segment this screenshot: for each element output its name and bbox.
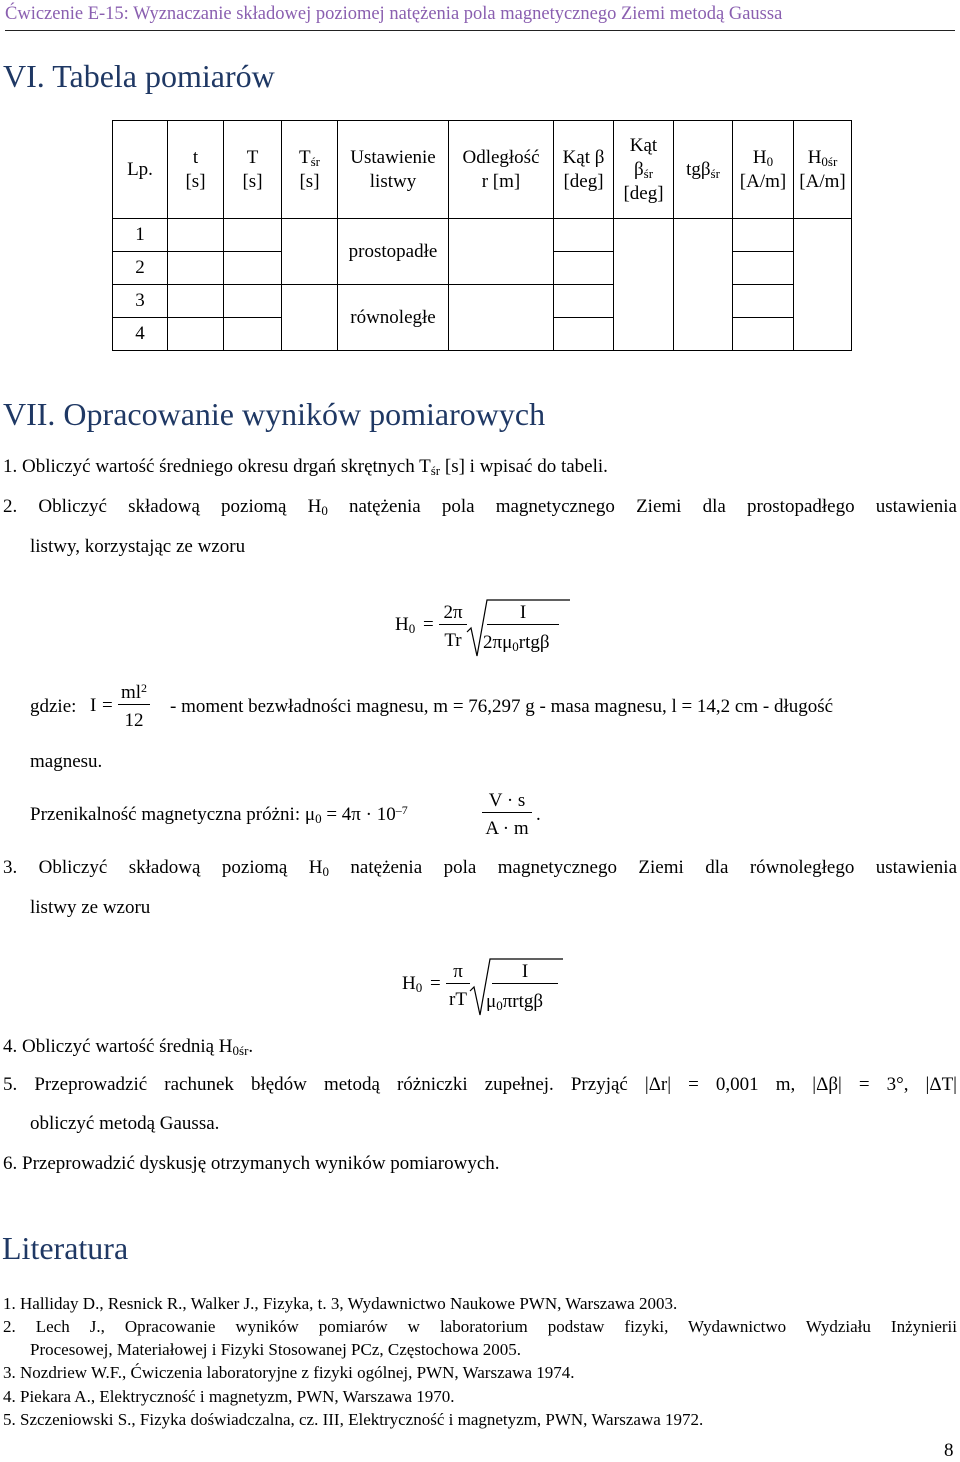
running-header: Ćwiczenie E-15: Wyznaczanie składowej poziomej natężenia pola magnetycznego Ziemi metodą Gaussa (5, 4, 955, 31)
col-header-Tsr: $T_{śr}$ [s] (282, 121, 338, 219)
setting-perpendicular: prostopadłe (338, 219, 449, 285)
col-header-h0: $H_0$ [A/m] (733, 121, 794, 219)
vacuum-permeability: Przenikalność magnetyczna próżni: $\mu_0 = 4\pi \cdot 10^{-7}$ (30, 803, 408, 826)
where-label: gdzie: (30, 696, 77, 717)
col-header-distance: Odległość r [m] (449, 121, 554, 219)
item-2-line2: listwy, korzystając ze wzoru (30, 536, 246, 557)
formula-h0-parallel: $H_0$ = π rT I $\mu_0\pi rtg\beta$ (402, 955, 567, 1019)
col-header-angle-mean: Kąt $\beta_{śr}$ [deg] (614, 121, 674, 219)
col-header-h0sr: $H_{0śr}$ [A/m] (794, 121, 852, 219)
reference-item: 3. Nozdriew W.F., Ćwiczenia laboratoryjne z fizyki ogólnej, PWN, Warszawa 1974. (3, 1363, 575, 1382)
section-title-analysis: VII. Opracowanie wyników pomiarowych (3, 396, 546, 432)
table-cell (733, 252, 794, 285)
row-number: 3 (113, 285, 168, 318)
row-number: 2 (113, 252, 168, 285)
table-cell (282, 219, 338, 285)
measurement-table (112, 120, 852, 351)
page-number: 8 (944, 1440, 954, 1461)
item-6: 6. Przeprowadzić dyskusję otrzymanych wyników pomiarowych. (3, 1153, 500, 1174)
table-cell (168, 219, 224, 252)
literature-title: Literatura (2, 1230, 129, 1266)
where-description: - moment bezwładności magnesu, m = 76,297 g - masa magnesu, l = 14,2 cm - długość (170, 696, 834, 717)
item-5-line1: 5. Przeprowadzić rachunek błędów metodą różniczki zupełnej. Przyjąć |Δr| = 0,001 m, |Δβ| = 3°, |ΔT| (3, 1074, 957, 1095)
col-header-t: t [s] (168, 121, 224, 219)
reference-item: 2. Lech J., Opracowanie wyników pomiarów w laboratorium podstaw fizyki, Wydawnictwo Wydziału Inżynierii (3, 1317, 957, 1336)
table-cell (554, 219, 614, 252)
table-cell (449, 285, 554, 351)
table-cell (282, 285, 338, 351)
formula-moment-inertia: I = $ml^2$ 12 (90, 680, 160, 732)
col-header-setting: Ustawienie listwy (338, 121, 449, 219)
table-cell (733, 318, 794, 351)
permeability-unit: V · s A · m . (478, 788, 548, 840)
table-cell (449, 219, 554, 285)
setting-parallel: równoległe (338, 285, 449, 351)
item-2-line1: 2. Obliczyć składową poziomą $H_0$ natężenia pola magnetycznego Ziemi dla prostopadłego ustawienia (3, 496, 957, 518)
table-cell (794, 219, 852, 351)
item-3-line2: listwy ze wzoru (30, 897, 151, 918)
table-cell (168, 252, 224, 285)
col-header-angle: Kąt β [deg] (554, 121, 614, 219)
col-header-tg: tgβ$_{śr}$ (674, 121, 733, 219)
table-cell (733, 219, 794, 252)
formula-h0-perpendicular: $H_0$ = 2π Tr I $2\pi\mu_0rtg\beta$ (395, 596, 570, 660)
reference-item: 1. Halliday D., Resnick R., Walker J., Fizyka, t. 3, Wydawnictwo Naukowe PWN, Warszawa 2003. (3, 1294, 678, 1313)
row-number: 1 (113, 219, 168, 252)
table-cell (614, 219, 674, 351)
reference-item: 4. Piekara A., Elektryczność i magnetyzm, PWN, Warszawa 1970. (3, 1387, 455, 1406)
item-3-line1: 3. Obliczyć składową poziomą $H_0$ natężenia pola magnetycznego Ziemi dla równoległego ustawienia (3, 857, 958, 879)
table-cell (733, 285, 794, 318)
table-cell (554, 318, 614, 351)
col-header-lp: Lp. (113, 121, 168, 219)
table-cell (168, 318, 224, 351)
item-5-line2: obliczyć metodą Gaussa. (30, 1113, 220, 1134)
section-title-table: VI. Tabela pomiarów (3, 58, 275, 94)
reference-item: 5. Szczeniowski S., Fizyka doświadczalna, cz. III, Elektryczność i magnetyzm, PWN, Warszawa 1972. (3, 1410, 704, 1429)
table-cell (554, 285, 614, 318)
table-cell (224, 252, 282, 285)
table-cell (224, 219, 282, 252)
row-number: 4 (113, 318, 168, 351)
item-1: 1. Obliczyć wartość średniego okresu drgań skrętnych $T_{śr}$ [s] i wpisać do tabeli. (3, 456, 608, 478)
item-4: 4. Obliczyć wartość średnią $H_{0śr}$. (3, 1036, 254, 1058)
reference-item: Procesowej, Materiałowej i Fizyki Stosowanej PCz, Częstochowa 2005. (30, 1340, 522, 1359)
table-cell (224, 285, 282, 318)
where-continuation: magnesu. (30, 751, 103, 772)
table-cell (674, 219, 733, 351)
col-header-T: T [s] (224, 121, 282, 219)
table-cell (224, 318, 282, 351)
table-cell (554, 252, 614, 285)
table-cell (168, 285, 224, 318)
